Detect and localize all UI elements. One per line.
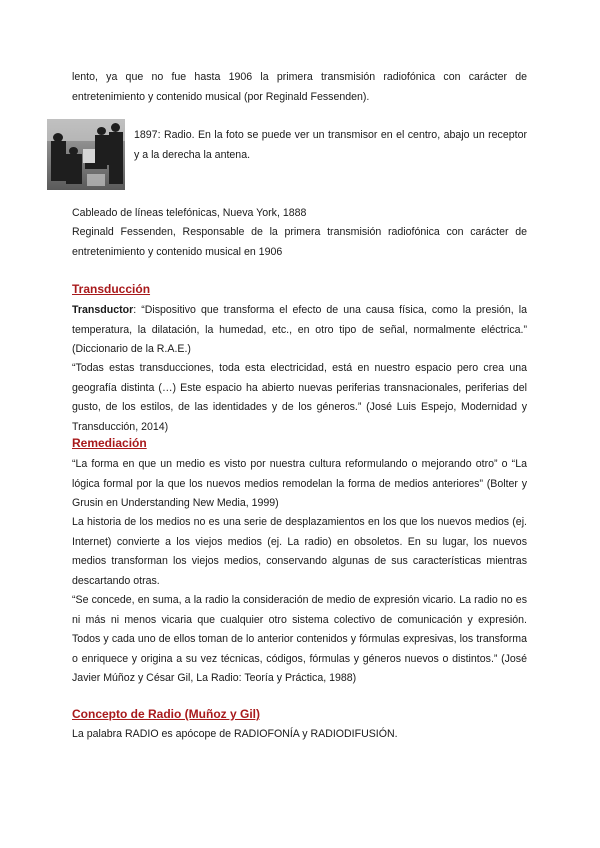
transductor-definition xyxy=(72,301,527,360)
photo-caption: 1897: Radio. En la foto se puede ver un transmisor en el centro, abajo un receptor y a la derecha la antena. xyxy=(134,129,527,161)
remediacion-paragraph-1: “La forma en que un medio es visto por nuestra cultura reformulando o mejorando otro” o “La lógica formal por la que los nuevos medios remodelan la forma de medios anteriores” (Bolter y Grusin en Understanding New Media, 1999) xyxy=(72,458,527,509)
transductor-definition-text: : “Dispositivo que transforma el efecto de una causa física, como la presión, la temperatura, la dilatación, la humedad, etc., en otro tipo de señal, normalmente eléctrica.” (Diccionario de la R.A.E.) xyxy=(72,304,527,355)
concepto-radio-text: La palabra RADIO es apócope de RADIOFONÍA y RADIODIFUSIÓN. xyxy=(72,728,398,740)
caption-fessenden: Reginald Fessenden, Responsable de la primera transmisión radiofónica con carácter de entretenimiento y contenido musical en 1906 xyxy=(72,226,527,258)
heading-transduccion: Transducción xyxy=(72,282,151,296)
transduccion-quote: “Todas estas transducciones, toda esta electricidad, está en nuestro espacio pero crea una geografía distinta (…) Este espacio ha abierto nuevas periferias transnacionales, periferias del gusto, de los estilos, de las identidades y de los géneros.” (José Luis Espejo, Modernidad y Transducción, 2014) xyxy=(72,362,527,433)
intro-paragraph: lento, ya que no fue hasta 1906 la primera transmisión radiofónica con carácter de entretenimiento y contenido musical (por Reginald Fessenden). xyxy=(72,71,527,103)
remediacion-paragraph-2: La historia de los medios no es una serie de desplazamientos en los que los nuevos medios (ej. Internet) convierte a los viejos medios (ej. La radio) en obsoletos. En su lugar, los nuevos medios transforman los viejos medios, conservando algunas de sus características mientras descartando otras. xyxy=(72,516,527,587)
photo-transmitter-1897 xyxy=(47,119,125,190)
heading-remediacion: Remediación xyxy=(72,436,147,450)
remediacion-paragraph-3: “Se concede, en suma, a la radio la consideración de medio de expresión vicario. La radio no es ni más ni menos vicaria que cualquier otro sistema colectivo de comunicación y expresión. Todos y cada uno de ellos toman de lo anterior contenidos y fórmulas expresivas, los transforma o enriquece y origina a su vez técnicas, códigos, fórmulas y géneros nuevos o distintos.” (José Javier Múñoz y César Gil, La Radio: Teoría y Práctica, 1988) xyxy=(72,594,527,684)
caption-telephone-lines: Cableado de líneas telefónicas, Nueva York, 1888 xyxy=(72,207,307,219)
heading-concepto-radio: Concepto de Radio (Muñoz y Gil) xyxy=(72,707,260,721)
transductor-term: Transductor xyxy=(72,304,134,316)
